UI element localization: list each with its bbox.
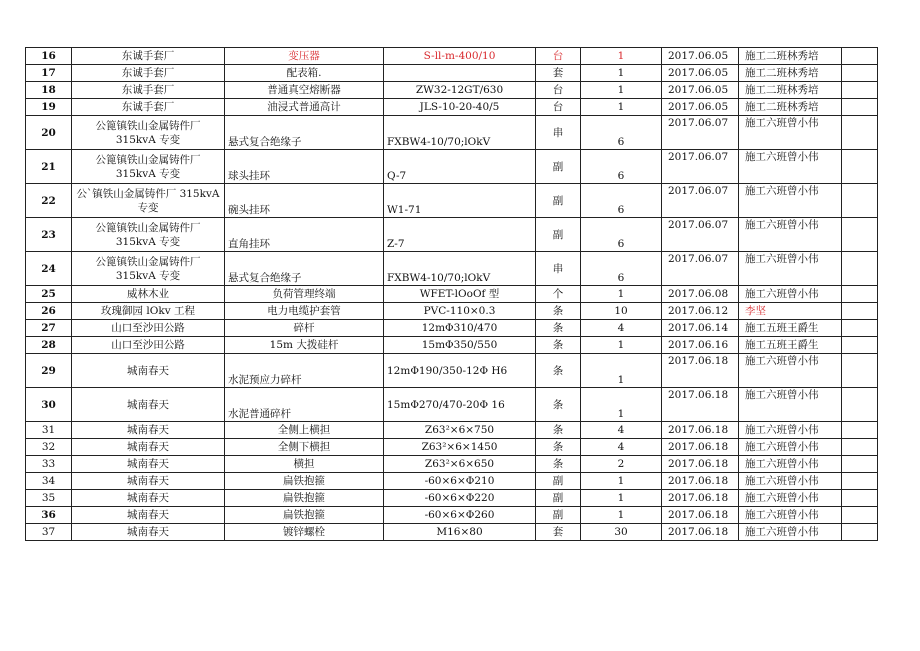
quantity-cell: 2 (581, 456, 662, 473)
date-cell: 2017.06.05 (662, 82, 739, 99)
empty-cell (842, 218, 878, 252)
table-row (26, 320, 878, 337)
material-name-cell: 碎杆 (225, 320, 384, 337)
measure-unit-cell: 条 (536, 303, 581, 320)
team-cell: 施工二班林秀培 (739, 65, 842, 82)
spec-cell: W1-71 (384, 184, 536, 218)
row-number: 22 (26, 184, 72, 218)
date-cell: 2017.06.07 (662, 116, 739, 150)
unit-cell: 山口至沙田公路 (72, 337, 225, 354)
row-number: 23 (26, 218, 72, 252)
table-row (26, 116, 878, 150)
spec-cell: WFET-lOoOf 型 (384, 286, 536, 303)
empty-cell (842, 439, 878, 456)
material-name-cell: 水泥预应力碎杆 (225, 354, 384, 388)
team-cell: 李坚 (739, 303, 842, 320)
unit-cell: 城南春天 (72, 524, 225, 541)
team-cell: 施工六班曾小伟 (739, 354, 842, 388)
table-row (26, 218, 878, 252)
row-number: 28 (26, 337, 72, 354)
material-name-cell: 负荷管理终端 (225, 286, 384, 303)
team-cell: 施工六班曾小伟 (739, 388, 842, 422)
team-cell: 施工五班王爵生 (739, 337, 842, 354)
spec-cell: M16×80 (384, 524, 536, 541)
unit-cell: 城南春天 (72, 490, 225, 507)
quantity-cell: 6 (581, 150, 662, 184)
unit-cell: 公`镇铁山金属铸件厂 315kvA 专变 (72, 184, 225, 218)
date-cell: 2017.06.18 (662, 490, 739, 507)
table-body (26, 48, 878, 541)
spec-cell: Q-7 (384, 150, 536, 184)
table-row (26, 184, 878, 218)
table-row (26, 337, 878, 354)
unit-cell: 威林木业 (72, 286, 225, 303)
unit-cell: 公篦镇铁山金属铸件厂 315kvA 专变 (72, 116, 225, 150)
material-name-cell: 直角挂环 (225, 218, 384, 252)
measure-unit-cell: 条 (536, 422, 581, 439)
table-row (26, 252, 878, 286)
table-row (26, 439, 878, 456)
table-row (26, 354, 878, 388)
empty-cell (842, 252, 878, 286)
row-number: 31 (26, 422, 72, 439)
table-row (26, 456, 878, 473)
table-row (26, 490, 878, 507)
empty-cell (842, 354, 878, 388)
table-row (26, 388, 878, 422)
date-cell: 2017.06.07 (662, 150, 739, 184)
spec-cell: Z63²×6×750 (384, 422, 536, 439)
team-cell: 施工六班曾小伟 (739, 439, 842, 456)
date-cell: 2017.06.07 (662, 184, 739, 218)
unit-cell: 东诚手套厂 (72, 65, 225, 82)
unit-cell: 东诚手套厂 (72, 82, 225, 99)
quantity-cell: 10 (581, 303, 662, 320)
row-number: 16 (26, 48, 72, 65)
measure-unit-cell: 副 (536, 507, 581, 524)
measure-unit-cell: 副 (536, 490, 581, 507)
team-cell: 施工二班林秀培 (739, 99, 842, 116)
quantity-cell: 6 (581, 252, 662, 286)
measure-unit-cell: 条 (536, 439, 581, 456)
team-cell: 施工二班林秀培 (739, 48, 842, 65)
team-cell: 施工六班曾小伟 (739, 490, 842, 507)
spec-cell: FXBW4-10/70;lOkV (384, 252, 536, 286)
table-row (26, 82, 878, 99)
material-name-cell: 镀锌螺栓 (225, 524, 384, 541)
quantity-cell: 1 (581, 286, 662, 303)
empty-cell (842, 524, 878, 541)
quantity-cell: 30 (581, 524, 662, 541)
unit-cell: 公篦镇铁山金属铸件厂 315kvA 专变 (72, 218, 225, 252)
row-number: 33 (26, 456, 72, 473)
quantity-cell: 1 (581, 388, 662, 422)
measure-unit-cell: 套 (536, 65, 581, 82)
row-number: 29 (26, 354, 72, 388)
row-number: 35 (26, 490, 72, 507)
material-name-cell: 油浸式普通高计 (225, 99, 384, 116)
empty-cell (842, 150, 878, 184)
measure-unit-cell: 条 (536, 456, 581, 473)
material-name-cell: 悬式复合绝缘子 (225, 252, 384, 286)
spec-cell: 15mΦ350/550 (384, 337, 536, 354)
quantity-cell: 1 (581, 354, 662, 388)
spec-cell: Z63²×6×1450 (384, 439, 536, 456)
quantity-cell: 1 (581, 473, 662, 490)
quantity-cell: 1 (581, 48, 662, 65)
measure-unit-cell: 副 (536, 218, 581, 252)
quantity-cell: 1 (581, 82, 662, 99)
material-name-cell: 扁铁抱箍 (225, 473, 384, 490)
empty-cell (842, 99, 878, 116)
material-name-cell: 横担 (225, 456, 384, 473)
spec-cell: -60×6×Φ260 (384, 507, 536, 524)
spec-cell: FXBW4-10/70;lOkV (384, 116, 536, 150)
date-cell: 2017.06.18 (662, 422, 739, 439)
empty-cell (842, 456, 878, 473)
date-cell: 2017.06.14 (662, 320, 739, 337)
empty-cell (842, 422, 878, 439)
material-name-cell: 普通真空熔断器 (225, 82, 384, 99)
measure-unit-cell: 条 (536, 388, 581, 422)
unit-cell: 城南春天 (72, 456, 225, 473)
team-cell: 施工六班曾小伟 (739, 150, 842, 184)
unit-cell: 公篦镇铁山金属铸件厂 315kvA 专变 (72, 150, 225, 184)
empty-cell (842, 116, 878, 150)
unit-cell: 玫瑰御园 lOkv 工程 (72, 303, 225, 320)
measure-unit-cell: 套 (536, 524, 581, 541)
row-number: 26 (26, 303, 72, 320)
unit-cell: 城南春天 (72, 422, 225, 439)
spec-cell (384, 65, 536, 82)
spec-cell: 15mΦ270/470-20Φ 16 (384, 388, 536, 422)
date-cell: 2017.06.18 (662, 473, 739, 490)
table-row (26, 507, 878, 524)
quantity-cell: 1 (581, 337, 662, 354)
empty-cell (842, 490, 878, 507)
team-cell: 施工六班曾小伟 (739, 252, 842, 286)
row-number: 37 (26, 524, 72, 541)
team-cell: 施工六班曾小伟 (739, 456, 842, 473)
table-row (26, 473, 878, 490)
measure-unit-cell: 台 (536, 48, 581, 65)
measure-unit-cell: 副 (536, 150, 581, 184)
unit-cell: 城南春天 (72, 473, 225, 490)
material-name-cell: 配表箱. (225, 65, 384, 82)
table-row (26, 99, 878, 116)
spec-cell: 12mΦ190/350-12Φ H6 (384, 354, 536, 388)
quantity-cell: 1 (581, 65, 662, 82)
unit-cell: 城南春天 (72, 388, 225, 422)
quantity-cell: 1 (581, 99, 662, 116)
row-number: 30 (26, 388, 72, 422)
measure-unit-cell: 副 (536, 184, 581, 218)
quantity-cell: 6 (581, 116, 662, 150)
row-number: 34 (26, 473, 72, 490)
row-number: 18 (26, 82, 72, 99)
material-name-cell: 15m 大拨硅杆 (225, 337, 384, 354)
spec-cell: Z63²×6×650 (384, 456, 536, 473)
date-cell: 2017.06.18 (662, 388, 739, 422)
empty-cell (842, 286, 878, 303)
team-cell: 施工五班王爵生 (739, 320, 842, 337)
date-cell: 2017.06.07 (662, 218, 739, 252)
team-cell: 施工六班曾小伟 (739, 422, 842, 439)
row-number: 20 (26, 116, 72, 150)
team-cell: 施工六班曾小伟 (739, 116, 842, 150)
table-row (26, 422, 878, 439)
date-cell: 2017.06.18 (662, 456, 739, 473)
team-cell: 施工六班曾小伟 (739, 184, 842, 218)
empty-cell (842, 337, 878, 354)
row-number: 19 (26, 99, 72, 116)
quantity-cell: 4 (581, 439, 662, 456)
quantity-cell: 6 (581, 184, 662, 218)
date-cell: 2017.06.05 (662, 48, 739, 65)
team-cell: 施工六班曾小伟 (739, 524, 842, 541)
date-cell: 2017.06.18 (662, 439, 739, 456)
spec-cell: -60×6×Φ220 (384, 490, 536, 507)
measure-unit-cell: 台 (536, 82, 581, 99)
spec-cell: S-ll-m-400/10 (384, 48, 536, 65)
empty-cell (842, 303, 878, 320)
empty-cell (842, 320, 878, 337)
spec-cell: ZW32-12GT/630 (384, 82, 536, 99)
measure-unit-cell: 条 (536, 354, 581, 388)
date-cell: 2017.06.08 (662, 286, 739, 303)
row-number: 32 (26, 439, 72, 456)
spec-cell: Z-7 (384, 218, 536, 252)
measure-unit-cell: 条 (536, 320, 581, 337)
empty-cell (842, 388, 878, 422)
date-cell: 2017.06.18 (662, 507, 739, 524)
empty-cell (842, 82, 878, 99)
measure-unit-cell: 串 (536, 252, 581, 286)
material-name-cell: 电力电缆护套管 (225, 303, 384, 320)
material-name-cell: 变压器 (225, 48, 384, 65)
measure-unit-cell: 个 (536, 286, 581, 303)
date-cell: 2017.06.05 (662, 65, 739, 82)
table-row (26, 303, 878, 320)
team-cell: 施工六班曾小伟 (739, 286, 842, 303)
row-number: 24 (26, 252, 72, 286)
table-row (26, 65, 878, 82)
unit-cell: 东诚手套厂 (72, 99, 225, 116)
unit-cell: 城南春天 (72, 354, 225, 388)
empty-cell (842, 184, 878, 218)
unit-cell: 公篦镇铁山金属铸件厂 315kvA 专变 (72, 252, 225, 286)
measure-unit-cell: 副 (536, 473, 581, 490)
table-row (26, 150, 878, 184)
spec-cell: 12mΦ310/470 (384, 320, 536, 337)
material-name-cell: 全侧下横担 (225, 439, 384, 456)
quantity-cell: 1 (581, 507, 662, 524)
measure-unit-cell: 串 (536, 116, 581, 150)
date-cell: 2017.06.12 (662, 303, 739, 320)
team-cell: 施工六班曾小伟 (739, 473, 842, 490)
row-number: 36 (26, 507, 72, 524)
measure-unit-cell: 条 (536, 337, 581, 354)
material-name-cell: 全侧上横担 (225, 422, 384, 439)
row-number: 27 (26, 320, 72, 337)
date-cell: 2017.06.07 (662, 252, 739, 286)
team-cell: 施工六班曾小伟 (739, 218, 842, 252)
measure-unit-cell: 台 (536, 99, 581, 116)
team-cell: 施工六班曾小伟 (739, 507, 842, 524)
empty-cell (842, 507, 878, 524)
material-name-cell: 碗头挂环 (225, 184, 384, 218)
row-number: 21 (26, 150, 72, 184)
materials-table (25, 47, 878, 541)
row-number: 25 (26, 286, 72, 303)
unit-cell: 山口至沙田公路 (72, 320, 225, 337)
material-name-cell: 扁铁抱箍 (225, 507, 384, 524)
unit-cell: 东诚手套厂 (72, 48, 225, 65)
table-row (26, 48, 878, 65)
table-row (26, 286, 878, 303)
date-cell: 2017.06.05 (662, 99, 739, 116)
team-cell: 施工二班林秀培 (739, 82, 842, 99)
row-number: 17 (26, 65, 72, 82)
unit-cell: 城南春天 (72, 439, 225, 456)
quantity-cell: 6 (581, 218, 662, 252)
material-name-cell: 球头挂环 (225, 150, 384, 184)
empty-cell (842, 65, 878, 82)
empty-cell (842, 473, 878, 490)
date-cell: 2017.06.16 (662, 337, 739, 354)
date-cell: 2017.06.18 (662, 524, 739, 541)
table-row (26, 524, 878, 541)
quantity-cell: 4 (581, 320, 662, 337)
date-cell: 2017.06.18 (662, 354, 739, 388)
unit-cell: 城南春天 (72, 507, 225, 524)
material-name-cell: 扁铁抱箍 (225, 490, 384, 507)
quantity-cell: 4 (581, 422, 662, 439)
spec-cell: PVC-110×0.3 (384, 303, 536, 320)
material-name-cell: 悬式复合绝缘子 (225, 116, 384, 150)
empty-cell (842, 48, 878, 65)
spec-cell: JLS-10-20-40/5 (384, 99, 536, 116)
spec-cell: -60×6×Φ210 (384, 473, 536, 490)
quantity-cell: 1 (581, 490, 662, 507)
material-name-cell: 水泥普通碎杆 (225, 388, 384, 422)
